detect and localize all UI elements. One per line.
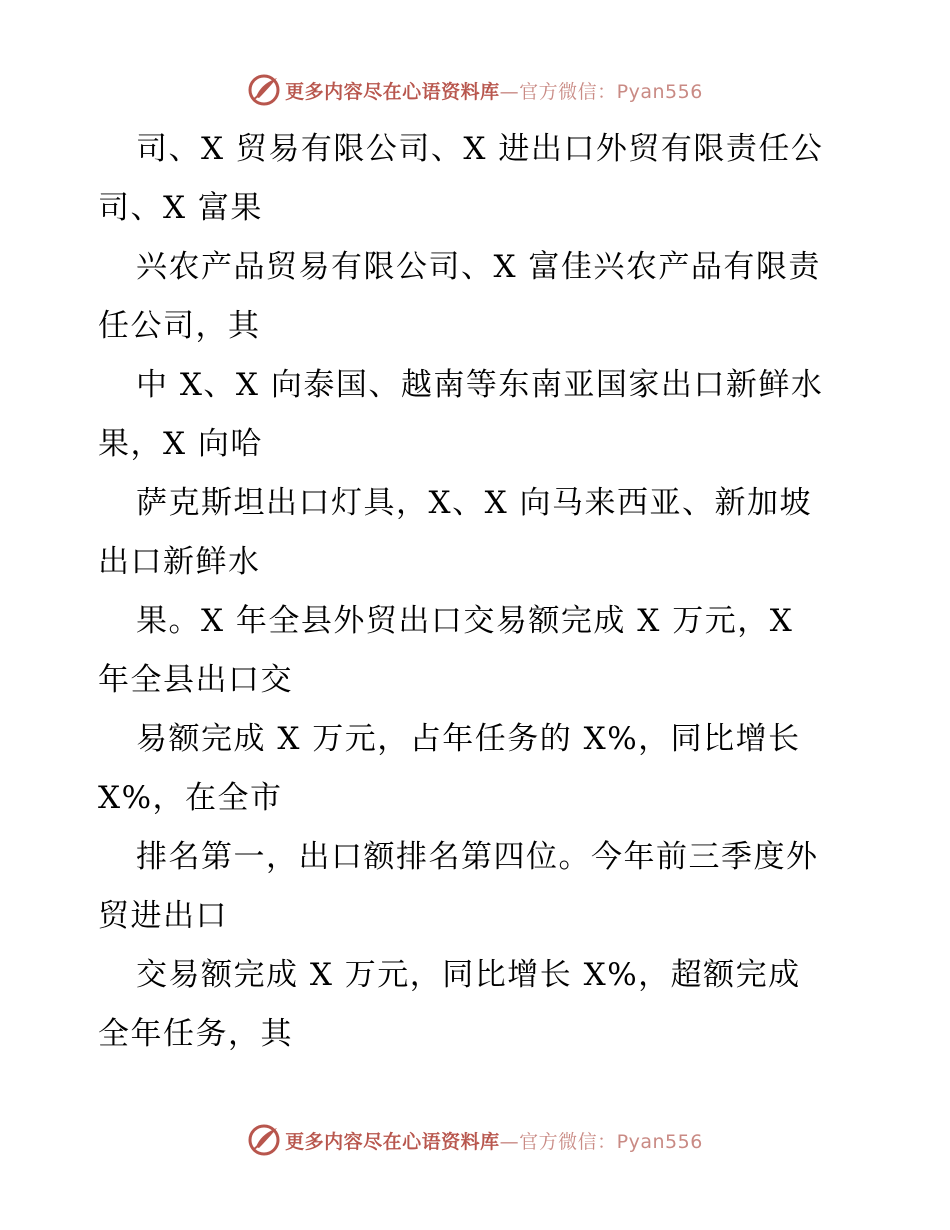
text-line: 果。X 年全县外贸出口交易额完成 X 万元，X [136,603,794,639]
text-line: 萨克斯坦出口灯具，X、X 向马来西亚、新加坡 [136,485,812,521]
watermark-brand: 更多内容尽在心语资料库 [285,80,500,103]
text-line: 易额完成 X 万元，占年任务的 X%，同比增长 [136,721,801,757]
text-line: 贸进出口 [98,898,228,934]
text-line: 全年任务，其 [98,1016,293,1052]
text-line: X%，在全市 [98,780,283,816]
watermark-contact: —官方微信：Pyan556 [499,80,703,103]
quill-logo-icon [247,73,281,107]
watermark-contact: —官方微信：Pyan556 [499,1130,703,1153]
text-line: 年全县出口交 [98,662,293,698]
watermark-brand: 更多内容尽在心语资料库 [285,1130,500,1153]
quill-logo-icon [247,1123,281,1157]
watermark-text [285,1127,703,1154]
text-line: 兴农产品贸易有限公司、X 富佳兴农产品有限责 [136,249,821,285]
text-line: 交易额完成 X 万元，同比增长 X%，超额完成 [136,957,801,993]
watermark-text [285,77,703,104]
text-line: 司、X 富果 [98,190,263,226]
text-line: 出口新鲜水 [98,544,261,580]
header-watermark [0,70,950,110]
document-body [98,120,868,1064]
footer-watermark [0,1120,950,1160]
text-line: 司、X 贸易有限公司、X 进出口外贸有限责任公 [136,131,824,167]
text-line: 排名第一，出口额排名第四位。今年前三季度外 [136,839,819,875]
text-line: 果，X 向哈 [98,426,263,462]
text-line: 任公司，其 [98,308,261,344]
text-line: 中 X、X 向泰国、越南等东南亚国家出口新鲜水 [136,367,824,403]
